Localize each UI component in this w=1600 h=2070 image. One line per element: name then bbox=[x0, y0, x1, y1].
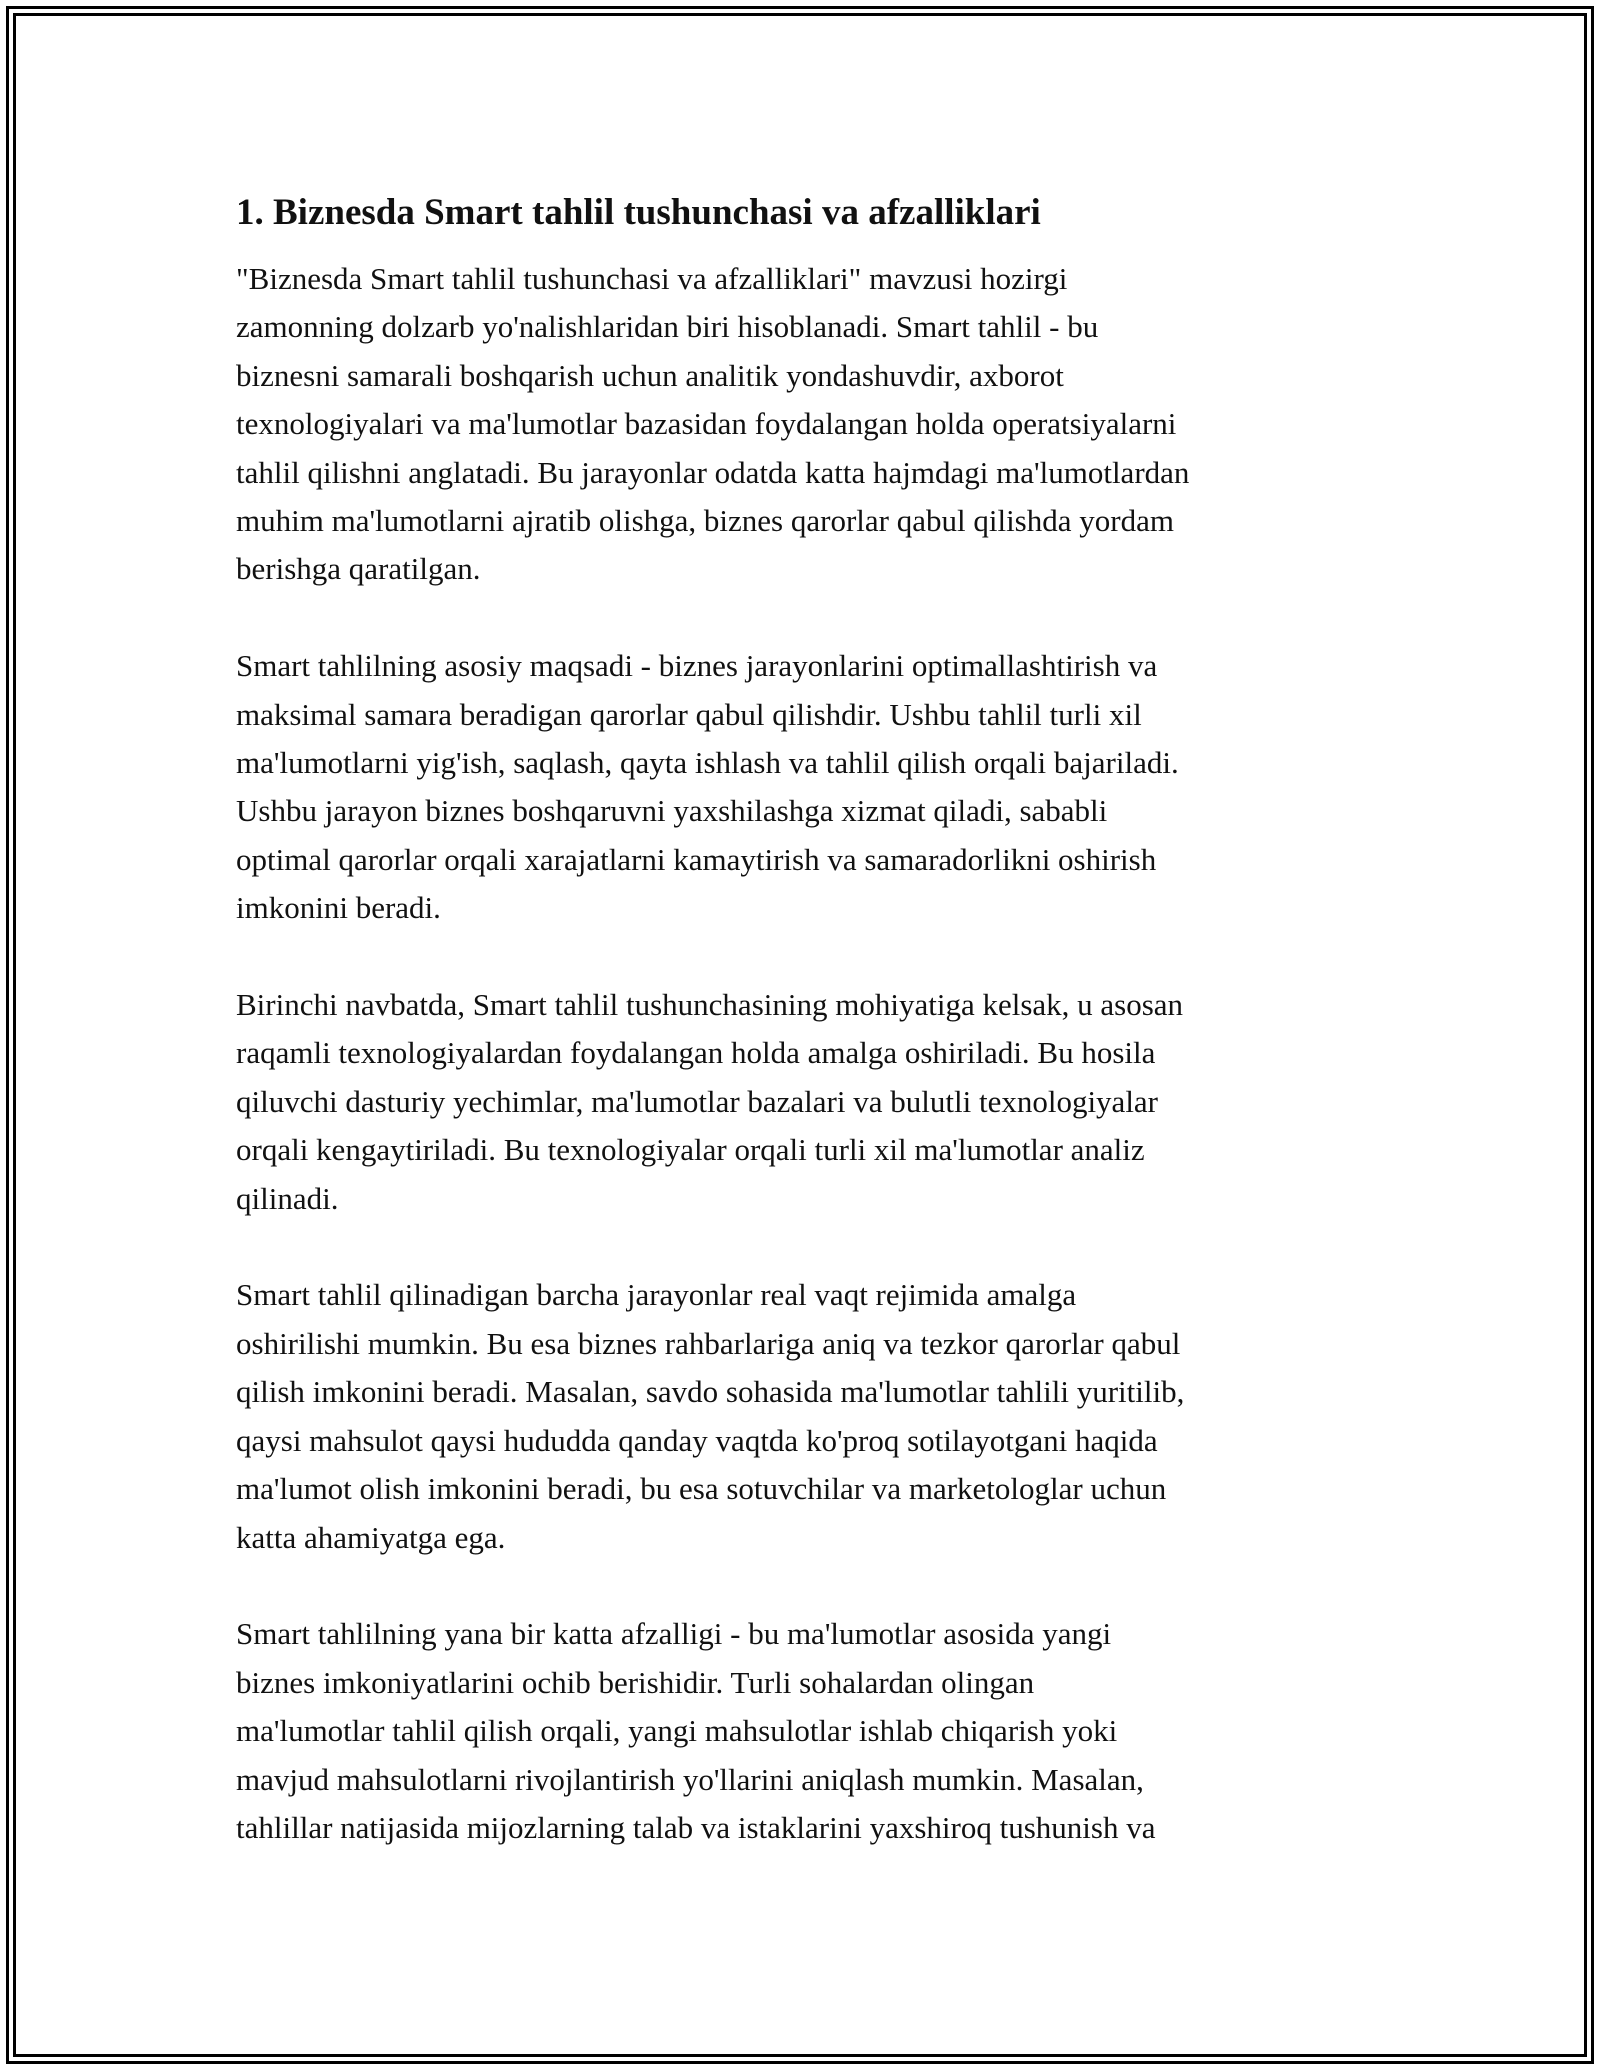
document-body bbox=[236, 185, 1376, 1901]
paragraph-4: Smart tahlil qilinadigan barcha jarayonlar real vaqt rejimida amalga oshirilishi mumkin. Bu esa biznes rahbarlariga aniq va tezkor qarorlar qabul qilish imkonini beradi. Masalan, savdo sohasida ma'lumotlar tahlili yuritilib, qaysi mahsulot qaysi hududda qanday vaqtda ko'proq sotilayotgani haqida ma'lumot olish imkonini beradi, bu esa sotuvchilar va marketologlar uchun katta ahamiyatga ega. bbox=[236, 1277, 1185, 1555]
paragraph-2: Smart tahlilning asosiy maqsadi - biznes jarayonlarini optimallashtirish va maksimal samara beradigan qarorlar qabul qilishdir. Ushbu tahlil turli xil ma'lumotlarni yig'ish, saqlash, qayta ishlash va tahlil qilish orqali bajariladi. Ushbu jarayon biznes boshqaruvni yaxshilashga xizmat qiladi, sababli optimal qarorlar orqali xarajatlarni kamaytirish va samaradorlikni oshirish imkonini beradi. bbox=[236, 648, 1179, 926]
paragraph-1: "Biznesda Smart tahlil tushunchasi va afzalliklari" mavzusi hozirgi zamonning dolzarb yo'nalishlaridan biri hisoblanadi. Smart tahlil - bu biznesni samarali boshqarish uchun analitik yondashuvdir, axborot texnologiyalari va ma'lumotlar bazasidan foydalangan holda operatsiyalarni tahlil qilishni anglatadi. Bu jarayonlar odatda katta hajmdagi ma'lumotlardan muhim ma'lumotlarni ajratib olishga, biznes qarorlar qabul qilishda yordam berishga qaratilgan. bbox=[236, 261, 1190, 587]
section-heading: 1. Biznesda Smart tahlil tushunchasi va afzalliklari bbox=[236, 192, 1041, 233]
paragraph-5: Smart tahlilning yana bir katta afzalligi - bu ma'lumotlar asosida yangi biznes imkoniyatlarini ochib berishidir. Turli sohalardan olingan ma'lumotlar tahlil qilish orqali, yangi mahsulotlar ishlab chiqarish yoki mavjud mahsulotlarni rivojlantirish yo'llarini aniqlash mumkin. Masalan, tahlillar natijasida mijozlarning talab va istaklarini yaxshiroq tushunish va bbox=[236, 1616, 1156, 1845]
paragraph-3: Birinchi navbatda, Smart tahlil tushunchasining mohiyatiga kelsak, u asosan raqamli texnologiyalardan foydalangan holda amalga oshiriladi. Bu hosila qiluvchi dasturiy yechimlar, ma'lumotlar bazalari va bulutli texnologiyalar orqali kengaytiriladi. Bu texnologiyalar orqali turli xil ma'lumotlar analiz qilinadi. bbox=[236, 987, 1184, 1216]
